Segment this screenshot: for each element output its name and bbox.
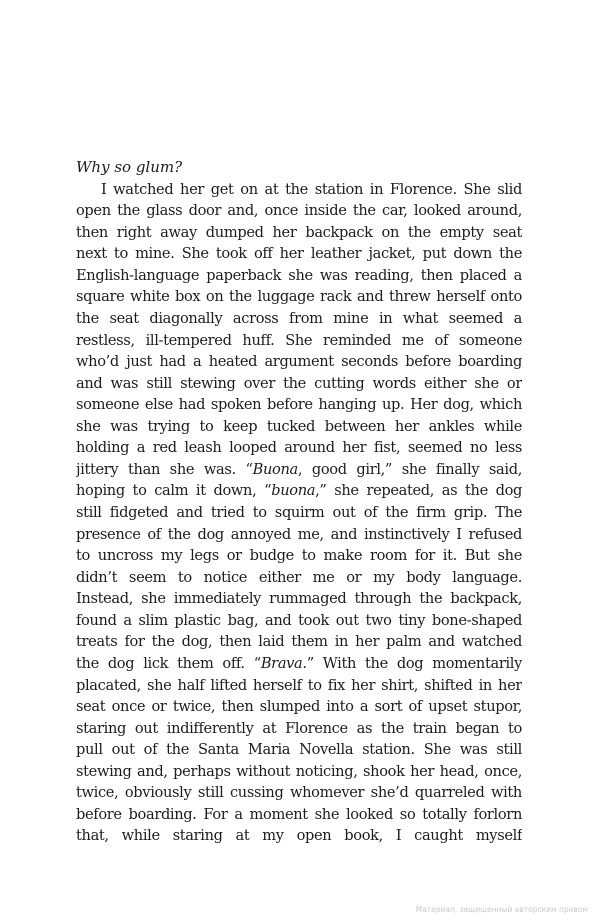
text-line: hoping to calm it down, “buona,” she repeated, as the dog <box>76 482 522 500</box>
text-line: square white box on the luggage rack and threw herself onto <box>76 288 522 306</box>
italic-word: buona <box>271 482 316 500</box>
body-text <box>76 179 522 847</box>
text-line: pull out of the Santa Maria Novella station. She was still <box>76 741 522 759</box>
text-line: I watched her get on at the station in Florence. She slid <box>101 180 522 198</box>
text-line: seat once or twice, then slumped into a sort of upset stupor, <box>76 698 522 716</box>
text-line: she was trying to keep tucked between her ankles while <box>76 417 522 435</box>
text-line: treats for the dog, then laid them in her palm and watched <box>76 633 522 651</box>
text-line: holding a red leash looped around her fist, seemed no less <box>76 439 522 457</box>
text-line: the seat diagonally across from mine in what seemed a <box>76 309 522 327</box>
text-line: the dog lick them off. “Brava.” With the dog momentarily <box>76 654 522 672</box>
text-line: still fidgeted and tried to squirm out of the firm grip. The <box>76 504 522 522</box>
section-heading: Why so glum? <box>76 158 183 176</box>
text-line: before boarding. For a moment she looked so totally forlorn <box>76 805 522 823</box>
text-line: didn’t seem to notice either me or my body language. <box>76 568 522 586</box>
text-line: that, while staring at my open book, I caught myself <box>76 827 522 845</box>
text-line: staring out indifferently at Florence as the train began to <box>76 719 522 737</box>
text-line: placated, she half lifted herself to fix her shirt, shifted in her <box>76 676 522 694</box>
italic-word: Buona <box>252 460 298 478</box>
italic-word: Brava. <box>260 654 307 672</box>
text-line: then right away dumped her backpack on the empty seat <box>76 223 522 241</box>
text-line: who’d just had a heated argument seconds before boarding <box>76 353 522 371</box>
text-line: next to mine. She took off her leather jacket, put down the <box>76 245 522 263</box>
text-line: to uncross my legs or budge to make room for it. But she <box>76 547 522 565</box>
copyright-watermark: Материал, защищенный авторским правом <box>415 905 588 914</box>
text-line: Instead, she immediately rummaged through the backpack, <box>76 590 522 608</box>
text-line: restless, ill-tempered huff. She reminded me of someone <box>76 331 522 349</box>
text-line: presence of the dog annoyed me, and instinctively I refused <box>76 525 522 543</box>
text-line: and was still stewing over the cutting words either she or <box>76 374 522 392</box>
text-line: English-language paperback she was reading, then placed a <box>76 266 522 284</box>
text-line: stewing and, perhaps without noticing, shook her head, once, <box>76 762 522 780</box>
text-line: twice, obviously still cussing whomever she’d quarreled with <box>76 784 522 802</box>
text-line: someone else had spoken before hanging up. Her dog, which <box>76 396 522 414</box>
text-line: jittery than she was. “Buona, good girl,” she finally said, <box>76 460 522 478</box>
text-line: open the glass door and, once inside the car, looked around, <box>76 202 522 220</box>
text-line: found a slim plastic bag, and took out two tiny bone-shaped <box>76 611 522 629</box>
